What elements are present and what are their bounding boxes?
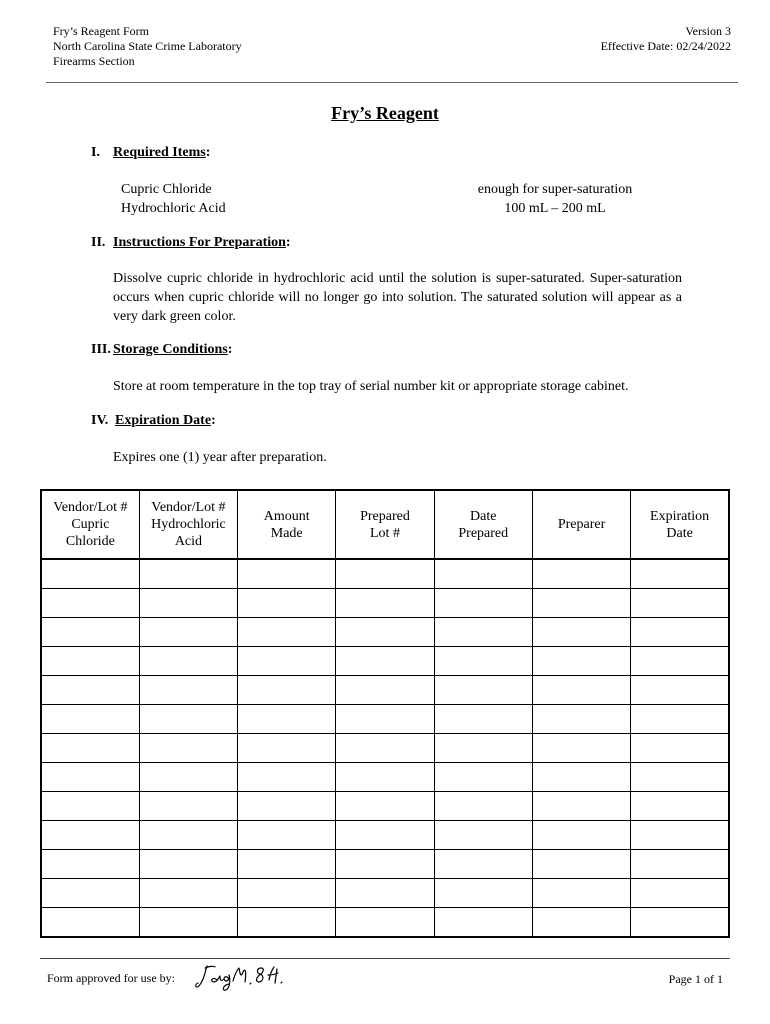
header-line: Date	[666, 525, 693, 541]
table-cell[interactable]	[139, 676, 237, 705]
header-right	[601, 24, 731, 54]
table-cell[interactable]	[434, 763, 532, 792]
section-required-heading	[91, 145, 210, 161]
table-cell[interactable]	[336, 559, 434, 589]
col-header-date-prepared	[434, 490, 532, 559]
table-row	[41, 792, 729, 821]
header-line: Vendor/Lot #	[53, 500, 128, 515]
table-cell[interactable]	[238, 879, 336, 908]
table-row	[41, 821, 729, 850]
table-cell[interactable]	[238, 821, 336, 850]
table-cell[interactable]	[139, 559, 237, 589]
table-row	[41, 763, 729, 792]
section-number: IV.	[91, 413, 109, 428]
header-line: Lot #	[370, 525, 400, 541]
table-cell[interactable]	[631, 676, 729, 705]
table-cell[interactable]	[139, 734, 237, 763]
section-label: Required Items	[113, 145, 206, 160]
page-number: Page 1 of 1	[668, 972, 723, 986]
section-number: III.	[91, 342, 111, 357]
table-cell[interactable]	[41, 821, 139, 850]
table-cell[interactable]	[139, 618, 237, 647]
footer-divider	[40, 958, 730, 959]
table-cell[interactable]	[631, 879, 729, 908]
table-row	[41, 734, 729, 763]
table-cell[interactable]	[631, 618, 729, 647]
item-amount: enough for super-saturation	[477, 182, 633, 197]
header-line: Made	[270, 525, 303, 541]
table-cell[interactable]	[336, 908, 434, 938]
header-line: Chloride	[65, 534, 115, 549]
section-colon: :	[205, 145, 211, 160]
header-line: Hydrochloric	[151, 517, 226, 532]
table-cell[interactable]	[139, 763, 237, 792]
storage-text: Store at room temperature in the top tray of serial number kit or appropriate storage cabinet.	[113, 379, 629, 394]
section-colon: :	[211, 413, 216, 428]
table-cell[interactable]	[336, 618, 434, 647]
table-cell[interactable]	[139, 821, 237, 850]
effective-date: Effective Date: 02/24/2022	[600, 39, 731, 53]
table-cell[interactable]	[238, 705, 336, 734]
table-cell[interactable]	[336, 792, 434, 821]
table-cell[interactable]	[532, 559, 630, 589]
item-name: Cupric Chloride	[121, 182, 212, 197]
reagent-log-table	[40, 489, 730, 938]
table-cell[interactable]	[336, 763, 434, 792]
table-cell[interactable]	[434, 589, 532, 618]
table-cell[interactable]	[139, 908, 237, 938]
table-cell[interactable]	[631, 821, 729, 850]
table-cell[interactable]	[41, 559, 139, 589]
page-title	[0, 103, 770, 124]
table-row	[41, 879, 729, 908]
table-cell[interactable]	[532, 618, 630, 647]
table-cell[interactable]	[139, 589, 237, 618]
table-row	[41, 908, 729, 938]
section-expiration-heading	[91, 413, 216, 429]
table-cell[interactable]	[631, 589, 729, 618]
section-label: Storage Conditions	[113, 342, 228, 357]
table-cell[interactable]	[41, 879, 139, 908]
table-row	[41, 618, 729, 647]
table-cell[interactable]	[238, 792, 336, 821]
table-cell[interactable]	[238, 850, 336, 879]
table-cell[interactable]	[41, 705, 139, 734]
section-storage-heading	[91, 342, 232, 358]
header-line: Amount	[263, 508, 310, 524]
header-line: Prepared	[360, 508, 410, 524]
section-number: II.	[91, 235, 106, 250]
table-cell[interactable]	[336, 676, 434, 705]
table-cell[interactable]	[238, 618, 336, 647]
table-cell[interactable]	[238, 589, 336, 618]
lab-name: North Carolina State Crime Laboratory	[53, 39, 242, 53]
table-cell[interactable]	[139, 879, 237, 908]
section-instructions-heading	[91, 235, 291, 251]
table-cell[interactable]	[532, 734, 630, 763]
table-cell[interactable]	[532, 763, 630, 792]
table-cell[interactable]	[336, 879, 434, 908]
table-cell[interactable]	[532, 850, 630, 879]
table-cell[interactable]	[631, 647, 729, 676]
table-cell[interactable]	[532, 879, 630, 908]
table-cell[interactable]	[434, 559, 532, 589]
table-cell[interactable]	[41, 676, 139, 705]
table-cell[interactable]	[434, 705, 532, 734]
section-colon: :	[285, 235, 291, 250]
section-label: Expiration Date	[115, 413, 212, 428]
table-cell[interactable]	[41, 589, 139, 618]
header-line: Date	[470, 508, 497, 524]
table-cell[interactable]	[434, 850, 532, 879]
col-header-vendor-cupric	[41, 490, 139, 559]
col-header-prepared-lot	[336, 490, 434, 559]
header-line: Preparer	[557, 517, 606, 532]
table-cell[interactable]	[532, 647, 630, 676]
table-row	[41, 589, 729, 618]
table-cell[interactable]	[238, 763, 336, 792]
table-cell[interactable]	[41, 647, 139, 676]
table-row	[41, 559, 729, 589]
table-cell[interactable]	[532, 676, 630, 705]
col-header-preparer	[532, 490, 630, 559]
table-cell[interactable]	[631, 850, 729, 879]
col-header-amount	[238, 490, 336, 559]
header-line: Prepared	[458, 525, 509, 541]
required-items-names	[121, 180, 226, 218]
table-cell[interactable]	[336, 821, 434, 850]
table-cell[interactable]	[434, 821, 532, 850]
version-label: Version 3	[685, 24, 731, 38]
form-name: Fry’s Reagent Form	[53, 24, 149, 38]
table-cell[interactable]	[631, 559, 729, 589]
table-cell[interactable]	[238, 647, 336, 676]
table-cell[interactable]	[434, 676, 532, 705]
approval-label: Form approved for use by:	[47, 971, 175, 985]
table-cell[interactable]	[238, 559, 336, 589]
table-cell[interactable]	[238, 908, 336, 938]
table-cell[interactable]	[631, 908, 729, 938]
header-left	[53, 24, 242, 69]
table-cell[interactable]	[532, 589, 630, 618]
header-line: Acid	[174, 534, 203, 549]
table-cell[interactable]	[434, 618, 532, 647]
table-cell[interactable]	[336, 705, 434, 734]
table-cell[interactable]	[41, 908, 139, 938]
header-divider	[46, 82, 738, 83]
table-cell[interactable]	[532, 705, 630, 734]
section-colon: :	[227, 342, 233, 357]
section-number: I.	[91, 145, 100, 160]
instructions-text: Dissolve cupric chloride in hydrochloric acid until the solution is super-saturated. Super-saturation occurs when cupric chloride will no longer go into solution. The saturated solution will appear as a very dark green color.	[113, 271, 682, 324]
header-line: Expiration	[650, 508, 710, 524]
table-cell[interactable]	[532, 821, 630, 850]
table-cell[interactable]	[434, 734, 532, 763]
section-label: Instructions For Preparation	[113, 235, 286, 250]
item-name: Hydrochloric Acid	[121, 201, 226, 216]
table-cell[interactable]	[434, 879, 532, 908]
section-name: Firearms Section	[53, 54, 135, 68]
table-header-row	[41, 490, 729, 559]
table-cell[interactable]	[139, 850, 237, 879]
table-cell[interactable]	[532, 908, 630, 938]
table-cell[interactable]	[631, 705, 729, 734]
table-row	[41, 705, 729, 734]
table-row	[41, 676, 729, 705]
table-cell[interactable]	[139, 792, 237, 821]
item-amount: 100 mL – 200 mL	[504, 201, 606, 216]
table-cell[interactable]	[434, 647, 532, 676]
table-cell[interactable]	[532, 792, 630, 821]
table-cell[interactable]	[631, 792, 729, 821]
expiration-text: Expires one (1) year after preparation.	[113, 450, 327, 465]
col-header-vendor-hcl	[139, 490, 237, 559]
table-cell[interactable]	[139, 705, 237, 734]
table-cell[interactable]	[434, 908, 532, 938]
table-cell[interactable]	[336, 589, 434, 618]
table-row	[41, 647, 729, 676]
header-line: Vendor/Lot #	[151, 500, 226, 515]
table-cell[interactable]	[41, 734, 139, 763]
table-cell[interactable]	[336, 734, 434, 763]
table-cell[interactable]	[139, 647, 237, 676]
table-cell[interactable]	[631, 734, 729, 763]
table-cell[interactable]	[41, 792, 139, 821]
table-cell[interactable]	[41, 763, 139, 792]
table-body	[41, 559, 729, 937]
table-cell[interactable]	[238, 734, 336, 763]
table-cell[interactable]	[238, 676, 336, 705]
table-cell[interactable]	[631, 763, 729, 792]
required-items-amounts	[470, 180, 640, 218]
table-cell[interactable]	[41, 618, 139, 647]
page-title-text: Fry’s Reagent	[331, 103, 439, 123]
table-cell[interactable]	[41, 850, 139, 879]
header-line: Cupric	[71, 517, 110, 532]
table-cell[interactable]	[336, 850, 434, 879]
table-cell[interactable]	[434, 792, 532, 821]
approver-signature	[195, 958, 295, 994]
col-header-expiration	[631, 490, 729, 559]
table-cell[interactable]	[336, 647, 434, 676]
table-row	[41, 850, 729, 879]
